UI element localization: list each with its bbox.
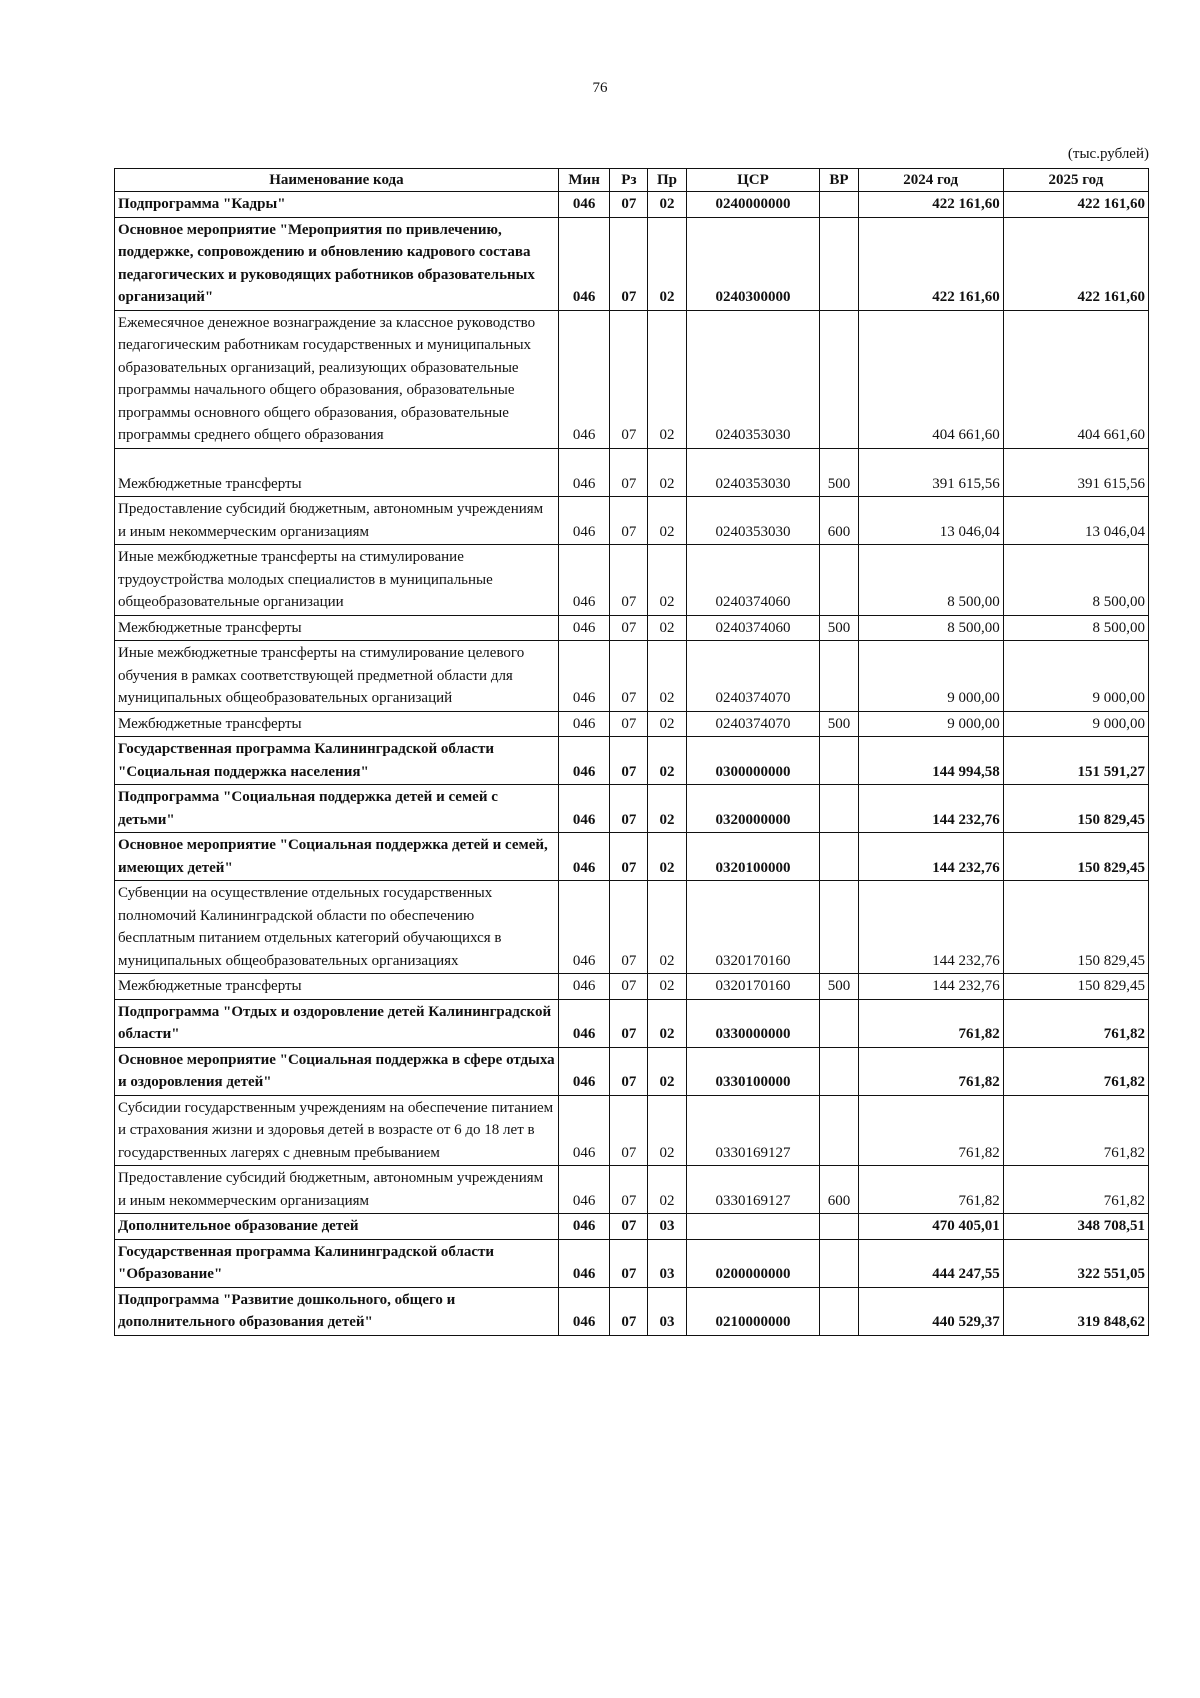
cell-2024: 144 232,76	[858, 833, 1003, 881]
cell-rz: 07	[610, 545, 648, 616]
cell-vr: 500	[820, 711, 858, 737]
cell-min: 046	[558, 737, 609, 785]
cell-2025: 761,82	[1003, 1166, 1148, 1214]
cell-csr: 0200000000	[686, 1239, 820, 1287]
table-header-row	[115, 169, 1149, 192]
cell-min: 046	[558, 711, 609, 737]
cell-vr	[820, 1287, 858, 1335]
cell-csr: 0240374070	[686, 641, 820, 712]
cell-2025: 404 661,60	[1003, 310, 1148, 448]
cell-vr	[820, 1214, 858, 1240]
cell-name: Иные межбюджетные трансферты на стимулирование трудоустройства молодых специалистов в муниципальные общеобразовательные организации	[115, 545, 559, 616]
table-row	[115, 999, 1149, 1047]
cell-min: 046	[558, 999, 609, 1047]
cell-min: 046	[558, 785, 609, 833]
cell-pr: 02	[648, 641, 686, 712]
cell-csr	[686, 1214, 820, 1240]
cell-csr: 0320000000	[686, 785, 820, 833]
cell-csr: 0300000000	[686, 737, 820, 785]
cell-pr: 02	[648, 217, 686, 310]
cell-rz: 07	[610, 1214, 648, 1240]
cell-name: Межбюджетные трансферты	[115, 711, 559, 737]
cell-pr: 02	[648, 1047, 686, 1095]
cell-min: 046	[558, 448, 609, 497]
cell-2024: 8 500,00	[858, 615, 1003, 641]
cell-2025: 150 829,45	[1003, 833, 1148, 881]
cell-2025: 9 000,00	[1003, 711, 1148, 737]
cell-name: Субвенции на осуществление отдельных государственных полномочий Калининградской области по обеспечению бесплатным питанием отдельных категорий обучающихся в муниципальных общеобразовательных организациях	[115, 881, 559, 974]
cell-2025: 761,82	[1003, 1095, 1148, 1166]
header-name: Наименование кода	[115, 169, 559, 192]
cell-min: 046	[558, 1287, 609, 1335]
cell-min: 046	[558, 192, 609, 218]
cell-pr: 02	[648, 1166, 686, 1214]
table-row	[115, 785, 1149, 833]
cell-2025: 322 551,05	[1003, 1239, 1148, 1287]
cell-min: 046	[558, 1047, 609, 1095]
cell-csr: 0330000000	[686, 999, 820, 1047]
cell-name: Предоставление субсидий бюджетным, автономным учреждениям и иным некоммерческим организациям	[115, 1166, 559, 1214]
cell-min: 046	[558, 974, 609, 1000]
cell-csr: 0320170160	[686, 881, 820, 974]
cell-vr	[820, 641, 858, 712]
cell-vr: 600	[820, 1166, 858, 1214]
cell-vr	[820, 785, 858, 833]
cell-pr: 02	[648, 497, 686, 545]
cell-min: 046	[558, 833, 609, 881]
cell-min: 046	[558, 1239, 609, 1287]
cell-2025: 8 500,00	[1003, 545, 1148, 616]
cell-vr: 500	[820, 448, 858, 497]
cell-2025: 319 848,62	[1003, 1287, 1148, 1335]
header-rz: Рз	[610, 169, 648, 192]
header-min: Мин	[558, 169, 609, 192]
cell-2025: 422 161,60	[1003, 192, 1148, 218]
cell-csr: 0240374060	[686, 615, 820, 641]
cell-pr: 02	[648, 192, 686, 218]
cell-pr: 02	[648, 785, 686, 833]
cell-2025: 150 829,45	[1003, 785, 1148, 833]
cell-csr: 0320170160	[686, 974, 820, 1000]
cell-pr: 02	[648, 310, 686, 448]
cell-2025: 348 708,51	[1003, 1214, 1148, 1240]
cell-name: Подпрограмма "Кадры"	[115, 192, 559, 218]
cell-csr: 0240353030	[686, 448, 820, 497]
cell-2025: 8 500,00	[1003, 615, 1148, 641]
cell-vr	[820, 1047, 858, 1095]
table-row	[115, 615, 1149, 641]
cell-csr: 0240353030	[686, 497, 820, 545]
cell-name: Межбюджетные трансферты	[115, 974, 559, 1000]
cell-name: Подпрограмма "Отдых и оздоровление детей Калининградской области"	[115, 999, 559, 1047]
cell-2024: 761,82	[858, 1047, 1003, 1095]
cell-name: Субсидии государственным учреждениям на обеспечение питанием и страхования жизни и здоровья детей в возрасте от 6 до 18 лет в государственных лагерях с дневным пребыванием	[115, 1095, 559, 1166]
cell-rz: 07	[610, 1239, 648, 1287]
cell-2025: 761,82	[1003, 999, 1148, 1047]
cell-rz: 07	[610, 641, 648, 712]
cell-name: Иные межбюджетные трансферты на стимулирование целевого обучения в рамках соответствующей предметной области для муниципальных общеобразовательных организаций	[115, 641, 559, 712]
cell-2024: 144 994,58	[858, 737, 1003, 785]
cell-name: Подпрограмма "Развитие дошкольного, общего и дополнительного образования детей"	[115, 1287, 559, 1335]
header-2024: 2024 год	[858, 169, 1003, 192]
header-vr: ВР	[820, 169, 858, 192]
table-row	[115, 1095, 1149, 1166]
cell-2025: 422 161,60	[1003, 217, 1148, 310]
table-row	[115, 881, 1149, 974]
cell-name: Предоставление субсидий бюджетным, автономным учреждениям и иным некоммерческим организациям	[115, 497, 559, 545]
cell-name: Ежемесячное денежное вознаграждение за классное руководство педагогическим работникам государственных и муниципальных образовательных организаций, реализующих образовательные программы начального общего образования, образовательные программы основного общего образования, образовательные программы среднего общего образования	[115, 310, 559, 448]
cell-pr: 02	[648, 711, 686, 737]
cell-min: 046	[558, 545, 609, 616]
header-2025: 2025 год	[1003, 169, 1148, 192]
cell-vr	[820, 833, 858, 881]
cell-rz: 07	[610, 833, 648, 881]
cell-2024: 144 232,76	[858, 785, 1003, 833]
cell-pr: 03	[648, 1214, 686, 1240]
cell-vr	[820, 1239, 858, 1287]
cell-pr: 02	[648, 1095, 686, 1166]
cell-pr: 03	[648, 1239, 686, 1287]
cell-rz: 07	[610, 310, 648, 448]
cell-rz: 07	[610, 711, 648, 737]
budget-table	[114, 168, 1149, 1336]
table-body	[115, 192, 1149, 1336]
cell-csr: 0210000000	[686, 1287, 820, 1335]
cell-2025: 150 829,45	[1003, 974, 1148, 1000]
cell-2025: 761,82	[1003, 1047, 1148, 1095]
cell-2024: 9 000,00	[858, 711, 1003, 737]
table-row	[115, 833, 1149, 881]
cell-2025: 151 591,27	[1003, 737, 1148, 785]
cell-csr: 0240374070	[686, 711, 820, 737]
cell-2024: 404 661,60	[858, 310, 1003, 448]
cell-min: 046	[558, 881, 609, 974]
cell-min: 046	[558, 497, 609, 545]
cell-2024: 13 046,04	[858, 497, 1003, 545]
cell-vr	[820, 310, 858, 448]
table-row	[115, 1047, 1149, 1095]
table-row	[115, 448, 1149, 497]
cell-rz: 07	[610, 615, 648, 641]
cell-2024: 761,82	[858, 1095, 1003, 1166]
cell-name: Подпрограмма "Социальная поддержка детей и семей с детьми"	[115, 785, 559, 833]
table-row	[115, 1214, 1149, 1240]
cell-min: 046	[558, 1166, 609, 1214]
table-row	[115, 1166, 1149, 1214]
cell-min: 046	[558, 217, 609, 310]
table-row	[115, 974, 1149, 1000]
cell-pr: 02	[648, 448, 686, 497]
cell-csr: 0330169127	[686, 1166, 820, 1214]
cell-name: Основное мероприятие "Мероприятия по привлечению, поддержке, сопровождению и обновлению кадрового состава педагогических и руководящих работников образовательных организаций"	[115, 217, 559, 310]
table-row	[115, 497, 1149, 545]
cell-2024: 391 615,56	[858, 448, 1003, 497]
cell-2024: 761,82	[858, 999, 1003, 1047]
cell-pr: 02	[648, 545, 686, 616]
table-row	[115, 217, 1149, 310]
cell-rz: 07	[610, 448, 648, 497]
cell-vr: 500	[820, 615, 858, 641]
cell-min: 046	[558, 641, 609, 712]
cell-csr: 0330100000	[686, 1047, 820, 1095]
cell-rz: 07	[610, 1287, 648, 1335]
cell-2024: 144 232,76	[858, 881, 1003, 974]
cell-csr: 0240300000	[686, 217, 820, 310]
cell-vr	[820, 217, 858, 310]
cell-2025: 150 829,45	[1003, 881, 1148, 974]
cell-2024: 470 405,01	[858, 1214, 1003, 1240]
cell-pr: 02	[648, 881, 686, 974]
cell-rz: 07	[610, 999, 648, 1047]
table-row	[115, 711, 1149, 737]
cell-vr: 600	[820, 497, 858, 545]
cell-rz: 07	[610, 217, 648, 310]
cell-csr: 0330169127	[686, 1095, 820, 1166]
table-row	[115, 1239, 1149, 1287]
cell-csr: 0240000000	[686, 192, 820, 218]
cell-min: 046	[558, 1214, 609, 1240]
cell-rz: 07	[610, 737, 648, 785]
cell-pr: 02	[648, 833, 686, 881]
cell-name: Межбюджетные трансферты	[115, 448, 559, 497]
cell-2024: 444 247,55	[858, 1239, 1003, 1287]
cell-name: Межбюджетные трансферты	[115, 615, 559, 641]
cell-vr	[820, 881, 858, 974]
cell-pr: 02	[648, 974, 686, 1000]
cell-vr	[820, 192, 858, 218]
cell-name: Государственная программа Калининградской области "Образование"	[115, 1239, 559, 1287]
cell-rz: 07	[610, 1166, 648, 1214]
cell-rz: 07	[610, 192, 648, 218]
cell-csr: 0240374060	[686, 545, 820, 616]
header-pr: Пр	[648, 169, 686, 192]
table-row	[115, 192, 1149, 218]
cell-2024: 144 232,76	[858, 974, 1003, 1000]
cell-2024: 8 500,00	[858, 545, 1003, 616]
cell-name: Государственная программа Калининградской области "Социальная поддержка населения"	[115, 737, 559, 785]
cell-name: Основное мероприятие "Социальная поддержка в сфере отдыха и оздоровления детей"	[115, 1047, 559, 1095]
cell-rz: 07	[610, 881, 648, 974]
cell-pr: 02	[648, 737, 686, 785]
cell-vr	[820, 1095, 858, 1166]
cell-csr: 0320100000	[686, 833, 820, 881]
cell-rz: 07	[610, 974, 648, 1000]
cell-min: 046	[558, 1095, 609, 1166]
cell-rz: 07	[610, 1047, 648, 1095]
cell-pr: 02	[648, 999, 686, 1047]
table-row	[115, 1287, 1149, 1335]
cell-2024: 440 529,37	[858, 1287, 1003, 1335]
cell-2024: 761,82	[858, 1166, 1003, 1214]
cell-vr: 500	[820, 974, 858, 1000]
table-row	[115, 545, 1149, 616]
cell-name: Дополнительное образование детей	[115, 1214, 559, 1240]
cell-min: 046	[558, 310, 609, 448]
cell-vr	[820, 999, 858, 1047]
cell-rz: 07	[610, 785, 648, 833]
cell-2024: 9 000,00	[858, 641, 1003, 712]
cell-2024: 422 161,60	[858, 217, 1003, 310]
cell-2024: 422 161,60	[858, 192, 1003, 218]
cell-csr: 0240353030	[686, 310, 820, 448]
unit-note: (тыс.рублей)	[1067, 146, 1149, 162]
table-row	[115, 737, 1149, 785]
cell-min: 046	[558, 615, 609, 641]
table-row	[115, 310, 1149, 448]
cell-2025: 13 046,04	[1003, 497, 1148, 545]
cell-name: Основное мероприятие "Социальная поддержка детей и семей, имеющих детей"	[115, 833, 559, 881]
header-csr: ЦСР	[686, 169, 820, 192]
cell-2025: 391 615,56	[1003, 448, 1148, 497]
cell-rz: 07	[610, 497, 648, 545]
cell-2025: 9 000,00	[1003, 641, 1148, 712]
cell-vr	[820, 545, 858, 616]
cell-vr	[820, 737, 858, 785]
page-number: 76	[592, 80, 608, 96]
cell-pr: 03	[648, 1287, 686, 1335]
cell-pr: 02	[648, 615, 686, 641]
table-row	[115, 641, 1149, 712]
cell-rz: 07	[610, 1095, 648, 1166]
